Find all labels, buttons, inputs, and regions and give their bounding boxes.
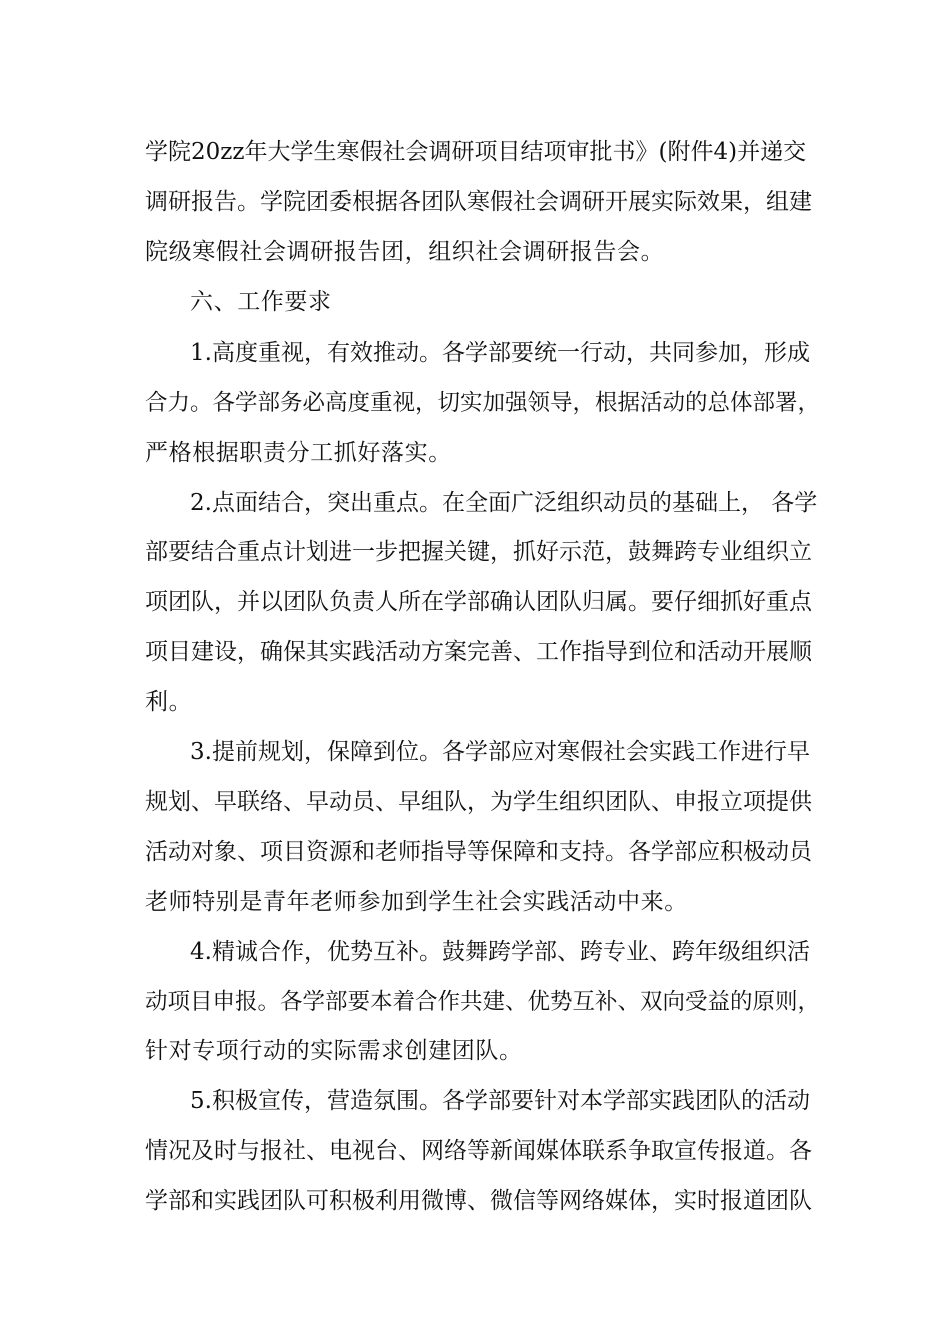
text-line: 合力。各学部务必高度重视，切实加强领导，根据活动的总体部署， [145, 390, 821, 416]
text-line: 5.积极宣传，营造氛围。各学部要针对本学部实践团队的活动 [190, 1088, 810, 1114]
text-line: 部要结合重点计划进一步把握关键，抓好示范，鼓舞跨专业组织立 [145, 539, 812, 565]
text-line: 规划、早联络、早动员、早组队，为学生组织团队、申报立项提供 [145, 789, 812, 815]
section-heading: 六、工作要求 [190, 289, 332, 315]
text-line: 3.提前规划，保障到位。各学部应对寒假社会实践工作进行早 [190, 739, 810, 765]
text-line: 老师特别是青年老师参加到学生社会实践活动中来。 [145, 889, 688, 915]
text-line: 动项目申报。各学部要本着合作共建、优势互补、双向受益的原则， [145, 989, 821, 1015]
text-line: 学部和实践团队可积极利用微博、微信等网络媒体，实时报道团队 [145, 1188, 812, 1214]
text-line: 项目建设，确保其实践活动方案完善、工作指导到位和活动开展顺 [145, 639, 812, 665]
text-line: 情况及时与报社、电视台、网络等新闻媒体联系争取宣传报道。各 [145, 1138, 812, 1164]
text-line: 调研报告。学院团委根据各团队寒假社会调研开展实际效果，组建 [145, 189, 812, 215]
text-line: 院级寒假社会调研报告团，组织社会调研报告会。 [145, 239, 665, 265]
text-line: 2.点面结合，突出重点。在全面广泛组织动员的基础上， 各学 [190, 490, 818, 516]
text-line: 4.精诚合作，优势互补。鼓舞跨学部、跨专业、跨年级组织活 [190, 939, 810, 965]
text-line: 严格根据职责分工抓好落实。 [145, 440, 452, 466]
text-line: 利。 [145, 689, 193, 715]
text-line: 项团队，并以团队负责人所在学部确认团队归属。要仔细抓好重点 [145, 589, 812, 615]
text-line: 针对专项行动的实际需求创建团队。 [145, 1038, 523, 1064]
text-line: 1.高度重视，有效推动。各学部要统一行动，共同参加，形成 [190, 340, 810, 366]
text-line: 学院20zz年大学生寒假社会调研项目结项审批书》(附件4)并递交 [145, 139, 807, 165]
text-line: 活动对象、项目资源和老师指导等保障和支持。各学部应积极动员 [145, 839, 812, 865]
